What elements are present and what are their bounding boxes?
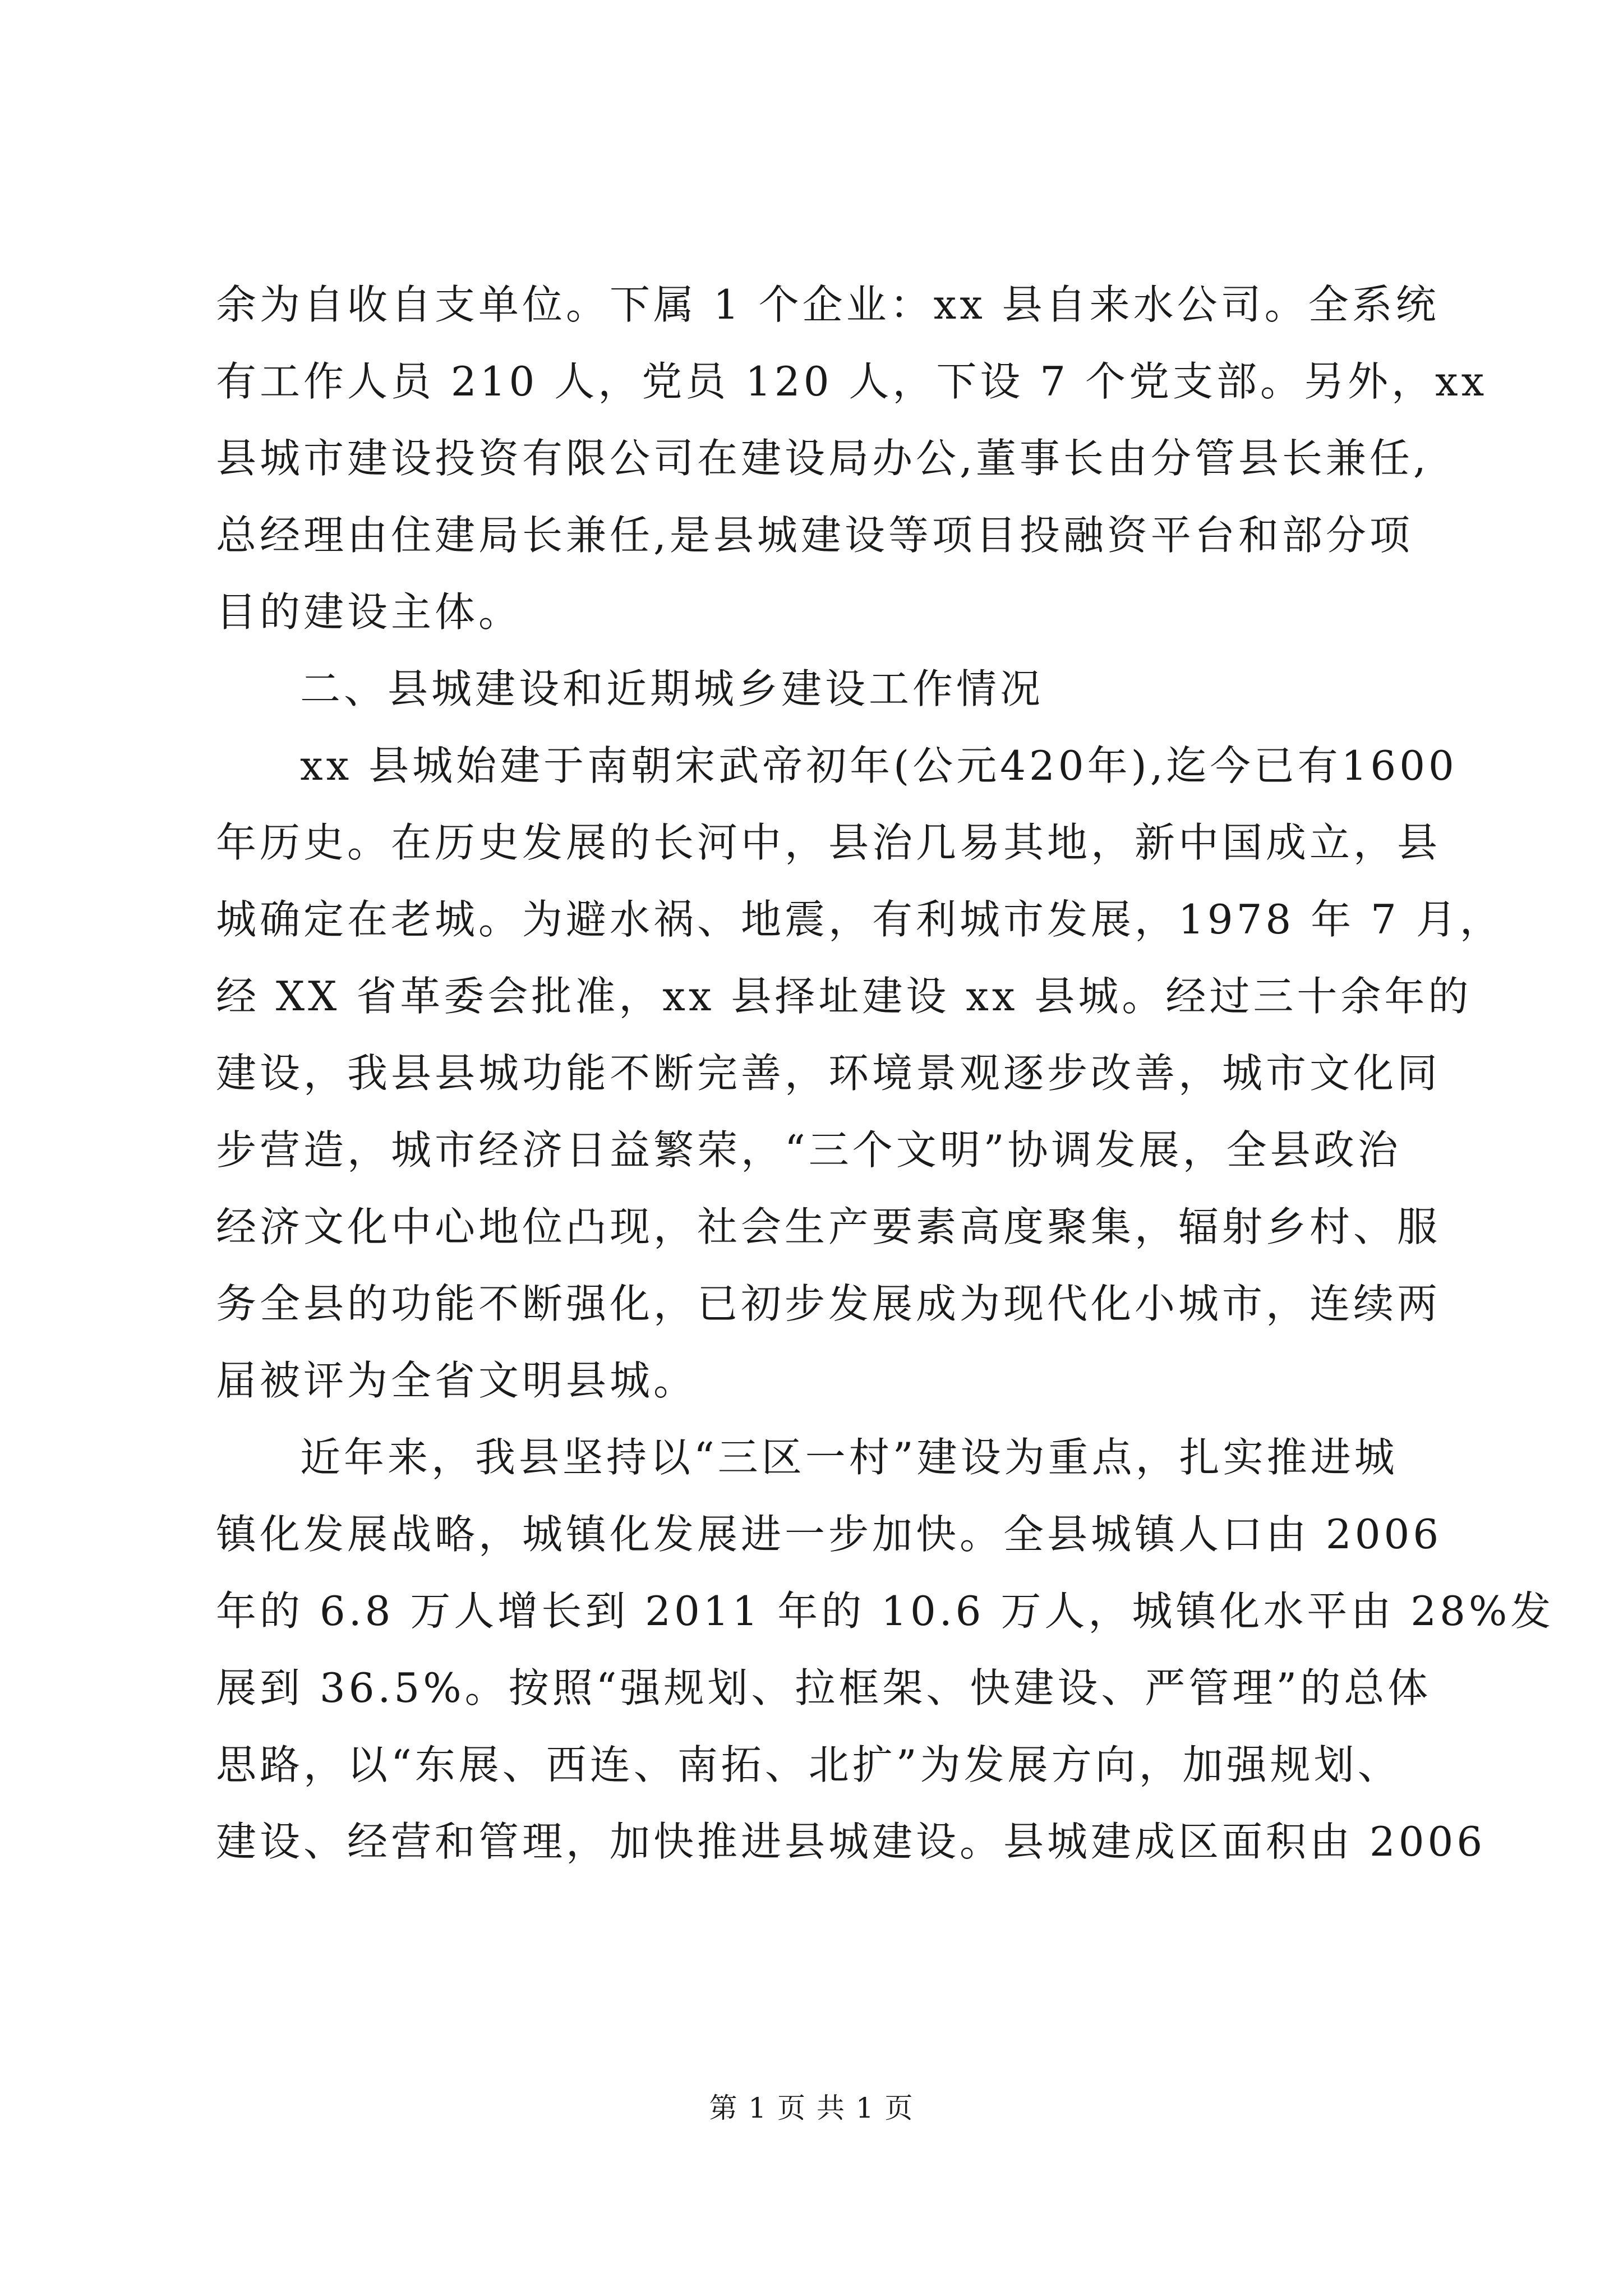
text-line: 县城市建设投资有限公司在建设局办公,董事长由分管县长兼任,: [216, 435, 1430, 482]
text-line: 目的建设主体。: [216, 588, 523, 636]
body-text: [216, 266, 1555, 1880]
text-line: 务全县的功能不断强化，已初步发展成为现代化小城市，连续两: [216, 1280, 1441, 1327]
text-line: 年历史。在历史发展的长河中，县治几易其地，新中国成立，县: [216, 819, 1441, 866]
page-footer: [0, 2091, 1623, 2125]
section-heading: 二、县城建设和近期城乡建设工作情况: [300, 665, 1044, 712]
text-line: 余为自收自支单位。下属 1 个企业：xx 县自来水公司。全系统: [216, 281, 1440, 328]
text-line: 步营造，城市经济日益繁荣，“三个文明”协调发展，全县政治: [216, 1126, 1401, 1174]
page-number-label: 第 1 页 共 1 页: [709, 2092, 914, 2124]
text-line: 建设，我县县城功能不断完善，环境景观逐步改善，城市文化同: [216, 1050, 1441, 1097]
text-line: 有工作人员 210 人，党员 120 人，下设 7 个党支部。另外，xx: [216, 358, 1488, 405]
text-line: 届被评为全省文明县城。: [216, 1357, 698, 1404]
text-line: 思路，以“东展、西连、南拓、北扩”为发展方向，加强规划、: [216, 1741, 1401, 1788]
text-line: 经 XX 省革委会批准，xx 县择址建设 xx 县城。经过三十余年的: [216, 973, 1472, 1020]
text-line: 年的 6.8 万人增长到 2011 年的 10.6 万人，城镇化水平由 28%发: [216, 1588, 1555, 1635]
text-line: 建设、经营和管理，加快推进县城建设。县城建成区面积由 2006: [216, 1818, 1486, 1865]
text-line: 城确定在老城。为避水祸、地震，有利城市发展，1978 年 7 月，: [216, 896, 1504, 943]
text-line: 经济文化中心地位凸现，社会生产要素高度聚集，辐射乡村、服: [216, 1203, 1441, 1250]
paragraph-first-line: 近年来，我县坚持以“三区一村”建设为重点，扎实推进城: [300, 1434, 1398, 1481]
text-line: 展到 36.5%。按照“强规划、拉框架、快建设、严管理”的总体: [216, 1664, 1432, 1711]
text-line: 镇化发展战略，城镇化发展进一步加快。全县城镇人口由 2006: [216, 1511, 1442, 1558]
text-line: 总经理由住建局长兼任,是县城建设等项目投融资平台和部分项: [216, 512, 1413, 559]
paragraph-first-line: xx 县城始建于南朝宋武帝初年(公元420年),迄今已有1600: [300, 742, 1458, 789]
